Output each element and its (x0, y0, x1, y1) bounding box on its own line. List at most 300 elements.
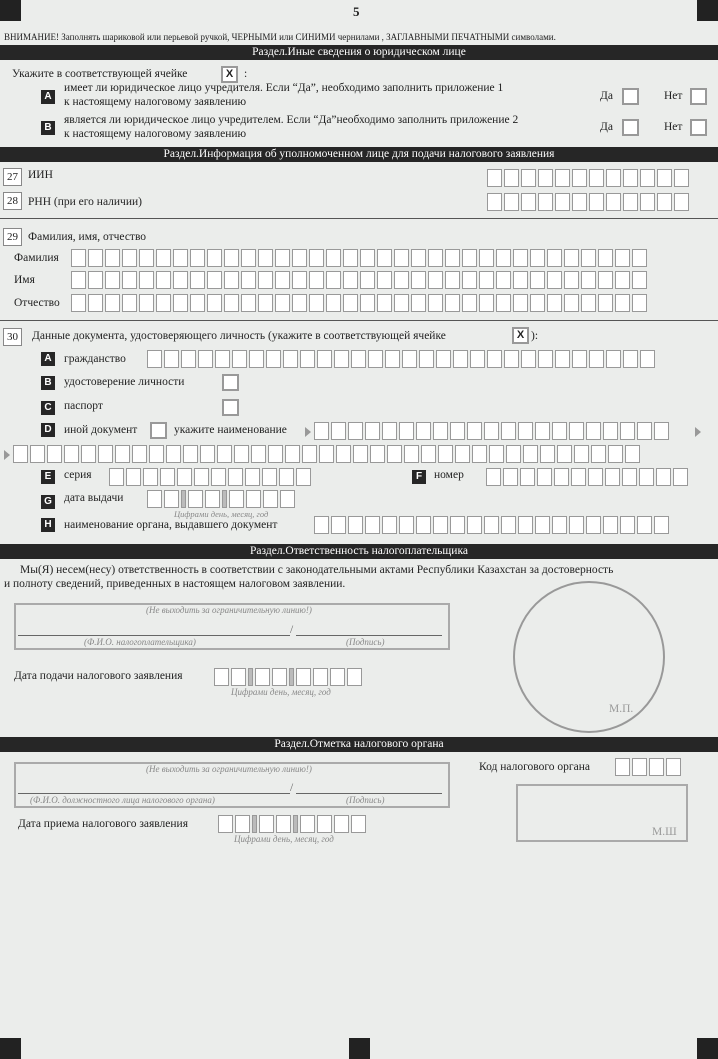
entry-cell[interactable] (13, 445, 28, 463)
entry-cell[interactable] (81, 445, 96, 463)
entry-cell[interactable] (122, 271, 137, 289)
entry-cell[interactable] (462, 249, 477, 267)
entry-cell[interactable] (348, 422, 363, 440)
entry-cell[interactable] (314, 516, 329, 534)
entry-cell[interactable] (143, 468, 158, 486)
entry-cell[interactable] (428, 271, 443, 289)
entry-cell[interactable] (639, 468, 654, 486)
entry-cell[interactable] (523, 445, 538, 463)
entry-cell[interactable] (382, 516, 397, 534)
entry-cell[interactable] (217, 445, 232, 463)
entry-cell[interactable] (377, 249, 392, 267)
entry-cell[interactable] (479, 294, 494, 312)
entry-cell[interactable] (518, 516, 533, 534)
entry-cell[interactable] (433, 516, 448, 534)
entry-cell[interactable] (302, 445, 317, 463)
entry-cell[interactable] (555, 169, 570, 187)
entry-cell[interactable] (228, 468, 243, 486)
entry-cell[interactable] (166, 445, 181, 463)
entry-cell[interactable] (88, 271, 103, 289)
entry-cell[interactable] (98, 445, 113, 463)
entry-cell[interactable] (589, 193, 604, 211)
entry-cell[interactable] (640, 169, 655, 187)
entry-cell[interactable] (279, 468, 294, 486)
entry-cell[interactable] (496, 249, 511, 267)
receipt-date-input[interactable] (218, 815, 366, 833)
entry-cell[interactable] (450, 422, 465, 440)
date-cell[interactable] (313, 668, 328, 686)
entry-cell[interactable] (572, 193, 587, 211)
entry-cell[interactable] (326, 271, 341, 289)
entry-cell[interactable] (547, 271, 562, 289)
entry-cell[interactable] (336, 445, 351, 463)
entry-cell[interactable] (411, 271, 426, 289)
entry-cell[interactable] (160, 468, 175, 486)
entry-cell[interactable] (317, 350, 332, 368)
entry-cell[interactable] (258, 249, 273, 267)
entry-cell[interactable] (615, 249, 630, 267)
entry-cell[interactable] (207, 249, 222, 267)
date-cell[interactable] (147, 490, 162, 508)
entry-cell[interactable] (674, 193, 689, 211)
entry-cell[interactable] (530, 294, 545, 312)
entry-cell[interactable] (190, 294, 205, 312)
entry-cell[interactable] (314, 422, 329, 440)
entry-cell[interactable] (657, 193, 672, 211)
entry-cell[interactable] (115, 445, 130, 463)
entry-cell[interactable] (331, 422, 346, 440)
entry-cell[interactable] (547, 294, 562, 312)
entry-cell[interactable] (632, 758, 647, 776)
entry-cell[interactable] (467, 422, 482, 440)
entry-cell[interactable] (368, 350, 383, 368)
date-cell[interactable] (229, 490, 244, 508)
first-name-input[interactable] (71, 271, 647, 289)
entry-cell[interactable] (343, 294, 358, 312)
entry-cell[interactable] (564, 249, 579, 267)
entry-cell[interactable] (462, 271, 477, 289)
entry-cell[interactable] (462, 294, 477, 312)
entry-cell[interactable] (564, 271, 579, 289)
entry-cell[interactable] (139, 271, 154, 289)
entry-cell[interactable] (674, 169, 689, 187)
entry-cell[interactable] (521, 193, 536, 211)
date-cell[interactable] (214, 668, 229, 686)
entry-cell[interactable] (105, 294, 120, 312)
entry-cell[interactable] (262, 468, 277, 486)
entry-cell[interactable] (348, 516, 363, 534)
entry-cell[interactable] (404, 445, 419, 463)
entry-cell[interactable] (620, 516, 635, 534)
entry-cell[interactable] (296, 468, 311, 486)
entry-cell[interactable] (421, 445, 436, 463)
entry-cell[interactable] (572, 350, 587, 368)
entry-cell[interactable] (360, 294, 375, 312)
date-cell[interactable] (235, 815, 250, 833)
entry-cell[interactable] (501, 516, 516, 534)
entry-cell[interactable] (285, 445, 300, 463)
entry-cell[interactable] (249, 350, 264, 368)
entry-cell[interactable] (399, 422, 414, 440)
entry-cell[interactable] (224, 294, 239, 312)
entry-cell[interactable] (436, 350, 451, 368)
entry-cell[interactable] (569, 422, 584, 440)
entry-cell[interactable] (438, 445, 453, 463)
entry-cell[interactable] (365, 422, 380, 440)
entry-cell[interactable] (450, 516, 465, 534)
entry-cell[interactable] (632, 271, 647, 289)
entry-cell[interactable] (637, 516, 652, 534)
date-cell[interactable] (347, 668, 362, 686)
entry-cell[interactable] (122, 294, 137, 312)
entry-cell[interactable] (581, 294, 596, 312)
series-input[interactable] (109, 468, 311, 486)
entry-cell[interactable] (343, 249, 358, 267)
entry-cell[interactable] (30, 445, 45, 463)
date-cell[interactable] (259, 815, 274, 833)
entry-cell[interactable] (382, 422, 397, 440)
entry-cell[interactable] (554, 468, 569, 486)
entry-cell[interactable] (625, 445, 640, 463)
entry-cell[interactable] (657, 169, 672, 187)
entry-cell[interactable] (190, 249, 205, 267)
entry-cell[interactable] (71, 249, 86, 267)
entry-cell[interactable] (637, 422, 652, 440)
entry-cell[interactable] (309, 271, 324, 289)
entry-cell[interactable] (200, 445, 215, 463)
date-cell[interactable] (231, 668, 246, 686)
entry-cell[interactable] (569, 516, 584, 534)
entry-cell[interactable] (591, 445, 606, 463)
is-founder-yes-checkbox[interactable] (622, 119, 639, 136)
entry-cell[interactable] (173, 249, 188, 267)
entry-cell[interactable] (470, 350, 485, 368)
date-cell[interactable] (276, 815, 291, 833)
entry-cell[interactable] (654, 422, 669, 440)
entry-cell[interactable] (71, 271, 86, 289)
entry-cell[interactable] (173, 271, 188, 289)
entry-cell[interactable] (487, 193, 502, 211)
entry-cell[interactable] (88, 294, 103, 312)
entry-cell[interactable] (241, 271, 256, 289)
issue-date-input[interactable] (147, 490, 295, 508)
iin-input[interactable] (487, 169, 689, 187)
entry-cell[interactable] (574, 445, 589, 463)
entry-cell[interactable] (326, 294, 341, 312)
entry-cell[interactable] (126, 468, 141, 486)
entry-cell[interactable] (292, 249, 307, 267)
entry-cell[interactable] (198, 350, 213, 368)
entry-cell[interactable] (394, 294, 409, 312)
entry-cell[interactable] (147, 350, 162, 368)
entry-cell[interactable] (385, 350, 400, 368)
is-founder-no-checkbox[interactable] (690, 119, 707, 136)
date-cell[interactable] (205, 490, 220, 508)
entry-cell[interactable] (555, 193, 570, 211)
entry-cell[interactable] (105, 271, 120, 289)
entry-cell[interactable] (598, 249, 613, 267)
entry-cell[interactable] (258, 294, 273, 312)
entry-cell[interactable] (581, 249, 596, 267)
entry-cell[interactable] (241, 249, 256, 267)
entry-cell[interactable] (88, 249, 103, 267)
patronymic-input[interactable] (71, 294, 647, 312)
date-cell[interactable] (272, 668, 287, 686)
citizenship-input[interactable] (147, 350, 655, 368)
entry-cell[interactable] (501, 422, 516, 440)
entry-cell[interactable] (496, 294, 511, 312)
entry-cell[interactable] (109, 468, 124, 486)
date-cell[interactable] (330, 668, 345, 686)
entry-cell[interactable] (453, 350, 468, 368)
entry-cell[interactable] (623, 169, 638, 187)
entry-cell[interactable] (487, 350, 502, 368)
entry-cell[interactable] (484, 422, 499, 440)
entry-cell[interactable] (535, 422, 550, 440)
entry-cell[interactable] (194, 468, 209, 486)
date-cell[interactable] (300, 815, 315, 833)
entry-cell[interactable] (156, 271, 171, 289)
entry-cell[interactable] (538, 169, 553, 187)
entry-cell[interactable] (623, 350, 638, 368)
entry-cell[interactable] (588, 468, 603, 486)
entry-cell[interactable] (445, 294, 460, 312)
date-cell[interactable] (188, 490, 203, 508)
entry-cell[interactable] (181, 350, 196, 368)
entry-cell[interactable] (640, 193, 655, 211)
entry-cell[interactable] (673, 468, 688, 486)
entry-cell[interactable] (416, 422, 431, 440)
entry-cell[interactable] (71, 294, 86, 312)
entry-cell[interactable] (149, 445, 164, 463)
entry-cell[interactable] (331, 516, 346, 534)
entry-cell[interactable] (623, 193, 638, 211)
entry-cell[interactable] (139, 249, 154, 267)
founder-yes-checkbox[interactable] (622, 88, 639, 105)
entry-cell[interactable] (370, 445, 385, 463)
other-document-checkbox[interactable] (150, 422, 167, 439)
date-cell[interactable] (296, 668, 311, 686)
entry-cell[interactable] (224, 271, 239, 289)
entry-cell[interactable] (484, 516, 499, 534)
entry-cell[interactable] (606, 169, 621, 187)
entry-cell[interactable] (416, 516, 431, 534)
entry-cell[interactable] (411, 249, 426, 267)
date-cell[interactable] (246, 490, 261, 508)
entry-cell[interactable] (521, 169, 536, 187)
entry-cell[interactable] (666, 758, 681, 776)
rnn-input[interactable] (487, 193, 689, 211)
entry-cell[interactable] (275, 294, 290, 312)
entry-cell[interactable] (275, 249, 290, 267)
entry-cell[interactable] (402, 350, 417, 368)
entry-cell[interactable] (537, 468, 552, 486)
date-cell[interactable] (218, 815, 233, 833)
entry-cell[interactable] (472, 445, 487, 463)
entry-cell[interactable] (552, 422, 567, 440)
entry-cell[interactable] (183, 445, 198, 463)
entry-cell[interactable] (620, 422, 635, 440)
date-cell[interactable] (255, 668, 270, 686)
other-document-name-continued-input[interactable] (13, 445, 640, 463)
entry-cell[interactable] (504, 169, 519, 187)
date-cell[interactable] (334, 815, 349, 833)
entry-cell[interactable] (603, 422, 618, 440)
entry-cell[interactable] (419, 350, 434, 368)
surname-input[interactable] (71, 249, 647, 267)
entry-cell[interactable] (538, 193, 553, 211)
entry-cell[interactable] (649, 758, 664, 776)
entry-cell[interactable] (632, 294, 647, 312)
entry-cell[interactable] (555, 350, 570, 368)
entry-cell[interactable] (656, 468, 671, 486)
entry-cell[interactable] (190, 271, 205, 289)
entry-cell[interactable] (606, 193, 621, 211)
entry-cell[interactable] (535, 516, 550, 534)
entry-cell[interactable] (283, 350, 298, 368)
date-cell[interactable] (164, 490, 179, 508)
entry-cell[interactable] (215, 350, 230, 368)
entry-cell[interactable] (598, 294, 613, 312)
entry-cell[interactable] (513, 271, 528, 289)
entry-cell[interactable] (615, 271, 630, 289)
entry-cell[interactable] (319, 445, 334, 463)
tax-code-input[interactable] (615, 758, 681, 776)
entry-cell[interactable] (608, 445, 623, 463)
entry-cell[interactable] (387, 445, 402, 463)
entry-cell[interactable] (47, 445, 62, 463)
entry-cell[interactable] (251, 445, 266, 463)
entry-cell[interactable] (326, 249, 341, 267)
entry-cell[interactable] (394, 271, 409, 289)
entry-cell[interactable] (139, 294, 154, 312)
entry-cell[interactable] (603, 516, 618, 534)
submission-date-input[interactable] (214, 668, 362, 686)
entry-cell[interactable] (258, 271, 273, 289)
entry-cell[interactable] (399, 516, 414, 534)
entry-cell[interactable] (445, 271, 460, 289)
entry-cell[interactable] (433, 422, 448, 440)
entry-cell[interactable] (156, 249, 171, 267)
entry-cell[interactable] (132, 445, 147, 463)
entry-cell[interactable] (309, 294, 324, 312)
entry-cell[interactable] (520, 468, 535, 486)
entry-cell[interactable] (572, 169, 587, 187)
entry-cell[interactable] (479, 271, 494, 289)
entry-cell[interactable] (309, 249, 324, 267)
entry-cell[interactable] (455, 445, 470, 463)
entry-cell[interactable] (353, 445, 368, 463)
entry-cell[interactable] (615, 758, 630, 776)
entry-cell[interactable] (394, 249, 409, 267)
entry-cell[interactable] (268, 445, 283, 463)
passport-checkbox[interactable] (222, 399, 239, 416)
entry-cell[interactable] (428, 294, 443, 312)
entry-cell[interactable] (156, 294, 171, 312)
entry-cell[interactable] (105, 249, 120, 267)
entry-cell[interactable] (622, 468, 637, 486)
entry-cell[interactable] (654, 516, 669, 534)
entry-cell[interactable] (538, 350, 553, 368)
entry-cell[interactable] (581, 271, 596, 289)
entry-cell[interactable] (479, 249, 494, 267)
entry-cell[interactable] (486, 468, 501, 486)
entry-cell[interactable] (530, 249, 545, 267)
entry-cell[interactable] (605, 468, 620, 486)
entry-cell[interactable] (547, 249, 562, 267)
entry-cell[interactable] (606, 350, 621, 368)
entry-cell[interactable] (504, 193, 519, 211)
issuing-authority-input[interactable] (314, 516, 669, 534)
date-cell[interactable] (317, 815, 332, 833)
entry-cell[interactable] (245, 468, 260, 486)
entry-cell[interactable] (377, 271, 392, 289)
entry-cell[interactable] (487, 169, 502, 187)
entry-cell[interactable] (571, 468, 586, 486)
entry-cell[interactable] (173, 294, 188, 312)
entry-cell[interactable] (640, 350, 655, 368)
entry-cell[interactable] (518, 422, 533, 440)
entry-cell[interactable] (504, 350, 519, 368)
entry-cell[interactable] (513, 249, 528, 267)
entry-cell[interactable] (586, 422, 601, 440)
entry-cell[interactable] (489, 445, 504, 463)
entry-cell[interactable] (615, 294, 630, 312)
entry-cell[interactable] (530, 271, 545, 289)
entry-cell[interactable] (234, 445, 249, 463)
entry-cell[interactable] (496, 271, 511, 289)
entry-cell[interactable] (552, 516, 567, 534)
entry-cell[interactable] (557, 445, 572, 463)
entry-cell[interactable] (292, 271, 307, 289)
other-document-name-input[interactable] (314, 422, 669, 440)
entry-cell[interactable] (224, 249, 239, 267)
entry-cell[interactable] (503, 468, 518, 486)
date-cell[interactable] (280, 490, 295, 508)
entry-cell[interactable] (241, 294, 256, 312)
entry-cell[interactable] (428, 249, 443, 267)
entry-cell[interactable] (365, 516, 380, 534)
entry-cell[interactable] (506, 445, 521, 463)
entry-cell[interactable] (360, 271, 375, 289)
number-input[interactable] (486, 468, 688, 486)
entry-cell[interactable] (211, 468, 226, 486)
entry-cell[interactable] (586, 516, 601, 534)
entry-cell[interactable] (377, 294, 392, 312)
entry-cell[interactable] (589, 169, 604, 187)
entry-cell[interactable] (207, 271, 222, 289)
entry-cell[interactable] (232, 350, 247, 368)
entry-cell[interactable] (292, 294, 307, 312)
entry-cell[interactable] (334, 350, 349, 368)
id-card-checkbox[interactable] (222, 374, 239, 391)
date-cell[interactable] (351, 815, 366, 833)
entry-cell[interactable] (467, 516, 482, 534)
entry-cell[interactable] (598, 271, 613, 289)
entry-cell[interactable] (266, 350, 281, 368)
entry-cell[interactable] (513, 294, 528, 312)
entry-cell[interactable] (343, 271, 358, 289)
entry-cell[interactable] (445, 249, 460, 267)
entry-cell[interactable] (275, 271, 290, 289)
entry-cell[interactable] (122, 249, 137, 267)
entry-cell[interactable] (64, 445, 79, 463)
entry-cell[interactable] (164, 350, 179, 368)
entry-cell[interactable] (521, 350, 536, 368)
entry-cell[interactable] (300, 350, 315, 368)
entry-cell[interactable] (207, 294, 222, 312)
entry-cell[interactable] (360, 249, 375, 267)
